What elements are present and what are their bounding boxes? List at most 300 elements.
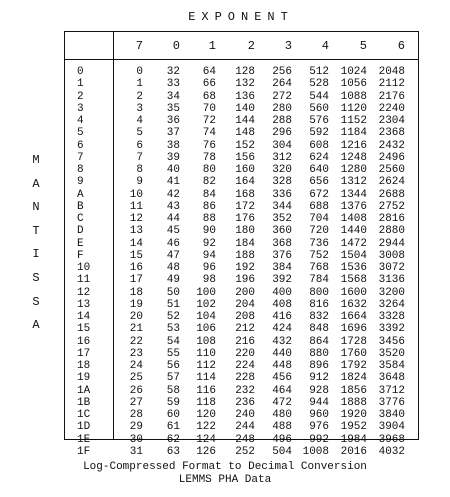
value-cell: 1120 (340, 102, 367, 115)
exponent-header-row (65, 32, 418, 60)
value-cell: 1440 (340, 225, 367, 238)
value-cell: 3712 (378, 384, 405, 397)
mantissa-label-letter: S (32, 270, 40, 285)
value-cell: 24 (129, 360, 143, 372)
value-cell: 32 (166, 66, 180, 78)
value-cell: 504 (272, 445, 292, 458)
value-cell: 118 (196, 396, 216, 409)
value-cell: 2048 (378, 66, 405, 78)
value-cell: 280 (272, 102, 292, 115)
mantissa-cell: 17 (77, 347, 91, 360)
value-cell: 50 (166, 286, 180, 299)
mantissa-label-letter: A (32, 176, 40, 191)
value-cell: 58 (166, 384, 180, 397)
value-cell: 160 (235, 164, 255, 176)
value-cell: 68 (202, 90, 216, 103)
value-cell: 1664 (340, 311, 367, 323)
value-cell: 72 (202, 115, 216, 127)
value-cell: 592 (309, 127, 329, 140)
mantissa-cell: 4 (77, 115, 84, 127)
value-cell: 1856 (340, 384, 367, 397)
value-cell: 3200 (378, 286, 405, 299)
mantissa-cell: 1D (77, 421, 91, 434)
value-cell: 1280 (340, 164, 367, 176)
value-cell: 188 (235, 249, 255, 262)
value-cell: 2752 (378, 200, 405, 213)
mantissa-cell: 13 (77, 298, 91, 311)
mantissa-cell: 0 (77, 66, 84, 78)
value-cell: 36 (166, 115, 180, 127)
mantissa-cell: 18 (77, 360, 91, 372)
value-cell: 3136 (378, 274, 405, 287)
value-cell: 46 (166, 237, 180, 250)
value-cell: 272 (272, 90, 292, 103)
value-cell: 236 (235, 396, 255, 409)
mantissa-label-letter: T (32, 223, 40, 238)
value-cell: 180 (235, 225, 255, 238)
mantissa-label-letter: S (32, 294, 40, 309)
value-cell: 976 (309, 421, 329, 434)
value-cell: 416 (272, 311, 292, 323)
mantissa-cell: D (77, 225, 84, 238)
value-cell: 1888 (340, 396, 367, 409)
value-cell: 2496 (378, 151, 405, 164)
value-cell: 86 (202, 200, 216, 213)
value-cell: 21 (129, 323, 143, 336)
mantissa-cell: 8 (77, 164, 84, 176)
value-cell: 60 (166, 409, 180, 421)
mantissa-cell: 1 (77, 78, 84, 91)
value-cell: 140 (235, 102, 255, 115)
value-cell: 832 (309, 311, 329, 323)
value-cell: 122 (196, 421, 216, 434)
value-cell: 816 (309, 298, 329, 311)
value-cell: 216 (235, 335, 255, 348)
value-cell: 43 (166, 200, 180, 213)
value-cell: 61 (166, 421, 180, 434)
value-cell: 752 (309, 249, 329, 262)
value-cell: 1376 (340, 200, 367, 213)
value-cell: 152 (235, 139, 255, 152)
value-cell: 768 (309, 262, 329, 274)
value-cell: 164 (235, 176, 255, 189)
value-cell: 1344 (340, 188, 367, 201)
exponent-header-cell: 1 (208, 39, 216, 53)
value-cell: 90 (202, 225, 216, 238)
value-cell: 1472 (340, 237, 367, 250)
caption-line-2: LEMMS PHA Data (178, 474, 272, 486)
value-cell: 92 (202, 237, 216, 250)
value-cell: 30 (129, 433, 143, 446)
value-cell: 720 (309, 225, 329, 238)
mantissa-cell: E (77, 237, 84, 250)
value-cell: 912 (309, 372, 329, 385)
value-cell: 368 (272, 237, 292, 250)
mantissa-cell: 2 (77, 90, 84, 103)
value-cell: 17 (129, 274, 143, 287)
value-cell: 110 (196, 347, 216, 360)
mantissa-cell: A (77, 188, 84, 201)
value-cell: 33 (166, 78, 180, 91)
value-cell: 440 (272, 347, 292, 360)
value-cell: 1184 (340, 127, 367, 140)
value-cell: 84 (202, 188, 216, 201)
value-cell: 3904 (378, 421, 405, 434)
value-cell: 2016 (340, 445, 367, 458)
mantissa-cell: 14 (77, 311, 91, 323)
value-cell: 1056 (340, 78, 367, 91)
value-cell: 480 (272, 409, 292, 421)
value-cell: 2176 (378, 90, 405, 103)
value-cell: 1568 (340, 274, 367, 287)
value-cell: 672 (309, 188, 329, 201)
value-cell: 1 (136, 78, 143, 91)
value-cell: 2816 (378, 213, 405, 225)
value-cell: 148 (235, 127, 255, 140)
value-cell: 132 (235, 78, 255, 91)
value-cell: 3456 (378, 335, 405, 348)
mantissa-cell: 1B (77, 396, 91, 409)
value-cell: 102 (196, 298, 216, 311)
value-cell: 848 (309, 323, 329, 336)
value-cell: 18 (129, 286, 143, 299)
value-cell: 63 (166, 445, 180, 458)
value-cell: 45 (166, 225, 180, 238)
mantissa-cell: B (77, 200, 84, 213)
value-cell: 3264 (378, 298, 405, 311)
value-cell: 896 (309, 360, 329, 372)
value-cell: 1600 (340, 286, 367, 299)
mantissa-cell: 11 (77, 274, 91, 287)
value-cell: 8 (136, 164, 143, 176)
mantissa-cell: 1A (77, 384, 91, 397)
value-cell: 13 (129, 225, 143, 238)
value-cell: 1248 (340, 151, 367, 164)
mantissa-cell: C (77, 213, 84, 225)
value-cell: 2112 (378, 78, 405, 91)
value-cell: 528 (309, 78, 329, 91)
value-cell: 200 (235, 286, 255, 299)
value-cell: 240 (235, 409, 255, 421)
value-cell: 688 (309, 200, 329, 213)
value-cell: 464 (272, 384, 292, 397)
value-cell: 136 (235, 90, 255, 103)
value-cell: 55 (166, 347, 180, 360)
value-cell: 208 (235, 311, 255, 323)
value-cell: 944 (309, 396, 329, 409)
value-cell: 992 (309, 433, 329, 446)
value-cell: 88 (202, 213, 216, 225)
value-cell: 1760 (340, 347, 367, 360)
mantissa-cell: 1F (77, 445, 91, 458)
value-cell: 212 (235, 323, 255, 336)
value-cell: 392 (272, 274, 292, 287)
value-cell: 42 (166, 188, 180, 201)
value-cell: 184 (235, 237, 255, 250)
value-cell: 176 (235, 213, 255, 225)
value-cell: 23 (129, 347, 143, 360)
value-cell: 41 (166, 176, 180, 189)
value-cell: 2880 (378, 225, 405, 238)
value-cell: 52 (166, 311, 180, 323)
mantissa-cell: 1E (77, 433, 91, 446)
value-cell: 3 (136, 102, 143, 115)
value-cell: 784 (309, 274, 329, 287)
value-cell: 3968 (378, 433, 405, 446)
value-cell: 928 (309, 384, 329, 397)
value-cell: 608 (309, 139, 329, 152)
value-cell: 352 (272, 213, 292, 225)
value-cell: 2304 (378, 115, 405, 127)
value-cell: 864 (309, 335, 329, 348)
value-cell: 114 (196, 372, 216, 385)
value-cell: 76 (202, 139, 216, 152)
value-cell: 544 (309, 90, 329, 103)
value-cell: 2560 (378, 164, 405, 176)
value-cell: 28 (129, 409, 143, 421)
value-cell: 104 (196, 311, 216, 323)
value-cell: 144 (235, 115, 255, 127)
value-cell: 3776 (378, 396, 405, 409)
caption-line-1: Log-Compressed Format to Decimal Conversion (83, 461, 367, 473)
value-cell: 3392 (378, 323, 405, 336)
value-cell: 168 (235, 188, 255, 201)
value-cell: 228 (235, 372, 255, 385)
mantissa-cell: F (77, 249, 84, 262)
mantissa-cell: 1C (77, 409, 91, 421)
conversion-table (64, 31, 419, 458)
value-cell: 37 (166, 127, 180, 140)
value-cell: 3648 (378, 372, 405, 385)
exponent-title: EXPONENT (188, 10, 294, 24)
value-cell: 220 (235, 347, 255, 360)
value-cell: 7 (136, 151, 143, 164)
value-cell: 39 (166, 151, 180, 164)
mantissa-cell: 19 (77, 372, 91, 385)
mantissa-cell: 15 (77, 323, 91, 336)
mantissa-label (30, 149, 42, 338)
value-cell: 1504 (340, 249, 367, 262)
value-cell: 54 (166, 335, 180, 348)
value-cell: 192 (235, 262, 255, 274)
value-cell: 1792 (340, 360, 367, 372)
value-cell: 47 (166, 249, 180, 262)
value-cell: 25 (129, 372, 143, 385)
value-cell: 288 (272, 115, 292, 127)
value-cell: 15 (129, 249, 143, 262)
value-cell: 624 (309, 151, 329, 164)
value-cell: 1632 (340, 298, 367, 311)
value-cell: 120 (196, 409, 216, 421)
value-cell: 432 (272, 335, 292, 348)
value-cell: 1696 (340, 323, 367, 336)
exponent-header-cell: 2 (247, 39, 255, 53)
value-cell: 640 (309, 164, 329, 176)
value-cell: 172 (235, 200, 255, 213)
value-cell: 204 (235, 298, 255, 311)
value-cell: 248 (235, 433, 255, 446)
exponent-header-cell: 3 (284, 39, 292, 53)
exponent-header-cell: 5 (359, 39, 367, 53)
value-cell: 1536 (340, 262, 367, 274)
value-cell: 22 (129, 335, 143, 348)
value-cell: 156 (235, 151, 255, 164)
value-cell: 35 (166, 102, 180, 115)
value-cell: 344 (272, 200, 292, 213)
value-cell: 70 (202, 102, 216, 115)
value-cell: 56 (166, 360, 180, 372)
value-cell: 9 (136, 176, 143, 189)
value-cell: 232 (235, 384, 255, 397)
value-cell: 384 (272, 262, 292, 274)
value-cell: 108 (196, 335, 216, 348)
value-cell: 1312 (340, 176, 367, 189)
value-cell: 106 (196, 323, 216, 336)
value-cell: 880 (309, 347, 329, 360)
value-cell: 128 (235, 66, 255, 78)
mantissa-cell: 7 (77, 151, 84, 164)
value-cell: 19 (129, 298, 143, 311)
value-cell: 48 (166, 262, 180, 274)
mantissa-cell: 5 (77, 127, 84, 140)
mantissa-cell: 10 (77, 262, 91, 274)
value-cell: 336 (272, 188, 292, 201)
value-cell: 656 (309, 176, 329, 189)
value-cell: 3520 (378, 347, 405, 360)
value-cell: 94 (202, 249, 216, 262)
value-cell: 560 (309, 102, 329, 115)
value-cell: 126 (196, 445, 216, 458)
mantissa-cell: 16 (77, 335, 91, 348)
value-cell: 2688 (378, 188, 405, 201)
value-cell: 224 (235, 360, 255, 372)
value-cell: 488 (272, 421, 292, 434)
value-cell: 1984 (340, 433, 367, 446)
value-cell: 2240 (378, 102, 405, 115)
value-cell: 1008 (302, 445, 329, 458)
value-cell: 400 (272, 286, 292, 299)
value-cell: 472 (272, 396, 292, 409)
value-cell: 304 (272, 139, 292, 152)
mantissa-label-letter: M (32, 153, 40, 167)
value-cell: 57 (166, 372, 180, 385)
value-cell: 51 (166, 298, 180, 311)
value-cell: 14 (129, 237, 143, 250)
value-cell: 10 (129, 188, 143, 201)
value-cell: 11 (129, 200, 143, 213)
value-cell: 424 (272, 323, 292, 336)
mantissa-column-divider (113, 32, 114, 439)
value-cell: 53 (166, 323, 180, 336)
value-cell: 80 (202, 164, 216, 176)
mantissa-label-letter: A (32, 318, 40, 333)
value-cell: 34 (166, 90, 180, 103)
exponent-header-cell: 0 (172, 39, 180, 53)
value-cell: 296 (272, 127, 292, 140)
value-cell: 38 (166, 139, 180, 152)
value-cell: 1024 (340, 66, 367, 78)
value-cell: 1920 (340, 409, 367, 421)
value-cell: 376 (272, 249, 292, 262)
exponent-header-cell: 7 (135, 39, 143, 53)
value-cell: 1152 (340, 115, 367, 127)
value-cell: 576 (309, 115, 329, 127)
mantissa-cell: 3 (77, 102, 84, 115)
value-cell: 456 (272, 372, 292, 385)
value-cell: 26 (129, 384, 143, 397)
value-cell: 44 (166, 213, 180, 225)
mantissa-cell: 12 (77, 286, 91, 299)
value-cell: 3584 (378, 360, 405, 372)
value-cell: 2368 (378, 127, 405, 140)
value-cell: 256 (272, 66, 292, 78)
value-cell: 312 (272, 151, 292, 164)
value-cell: 960 (309, 409, 329, 421)
value-cell: 74 (202, 127, 216, 140)
value-cell: 98 (202, 274, 216, 287)
value-cell: 1216 (340, 139, 367, 152)
mantissa-label-letter: I (32, 247, 40, 262)
value-cell: 2432 (378, 139, 405, 152)
value-cell: 49 (166, 274, 180, 287)
value-cell: 1408 (340, 213, 367, 225)
value-cell: 3840 (378, 409, 405, 421)
value-cell: 320 (272, 164, 292, 176)
exponent-header-cell: 6 (397, 39, 405, 53)
value-cell: 96 (202, 262, 216, 274)
value-cell: 360 (272, 225, 292, 238)
value-cell: 800 (309, 286, 329, 299)
value-cell: 196 (235, 274, 255, 287)
value-cell: 29 (129, 421, 143, 434)
value-cell: 244 (235, 421, 255, 434)
mantissa-label-letter: N (32, 200, 40, 215)
value-cell: 116 (196, 384, 216, 397)
value-cell: 448 (272, 360, 292, 372)
value-cell: 62 (166, 433, 180, 446)
value-cell: 3072 (378, 262, 405, 274)
value-cell: 328 (272, 176, 292, 189)
value-cell: 2944 (378, 237, 405, 250)
exponent-header-cell: 4 (321, 39, 329, 53)
value-cell: 1728 (340, 335, 367, 348)
value-cell: 3008 (378, 249, 405, 262)
value-cell: 40 (166, 164, 180, 176)
value-cell: 408 (272, 298, 292, 311)
value-cell: 1088 (340, 90, 367, 103)
value-cell: 59 (166, 396, 180, 409)
value-cell: 5 (136, 127, 143, 140)
value-cell: 0 (136, 66, 143, 78)
mantissa-cell: 9 (77, 176, 84, 189)
mantissa-cell: 6 (77, 139, 84, 152)
value-cell: 112 (196, 360, 216, 372)
value-cell: 6 (136, 139, 143, 152)
value-cell: 2624 (378, 176, 405, 189)
value-cell: 4 (136, 115, 143, 127)
value-cell: 704 (309, 213, 329, 225)
value-cell: 1824 (340, 372, 367, 385)
value-cell: 66 (202, 78, 216, 91)
value-cell: 12 (129, 213, 143, 225)
value-cell: 4032 (378, 445, 405, 458)
value-cell: 252 (235, 445, 255, 458)
value-cell: 512 (309, 66, 329, 78)
value-cell: 736 (309, 237, 329, 250)
value-cell: 2 (136, 90, 143, 103)
value-cell: 100 (196, 286, 216, 299)
value-cell: 78 (202, 151, 216, 164)
